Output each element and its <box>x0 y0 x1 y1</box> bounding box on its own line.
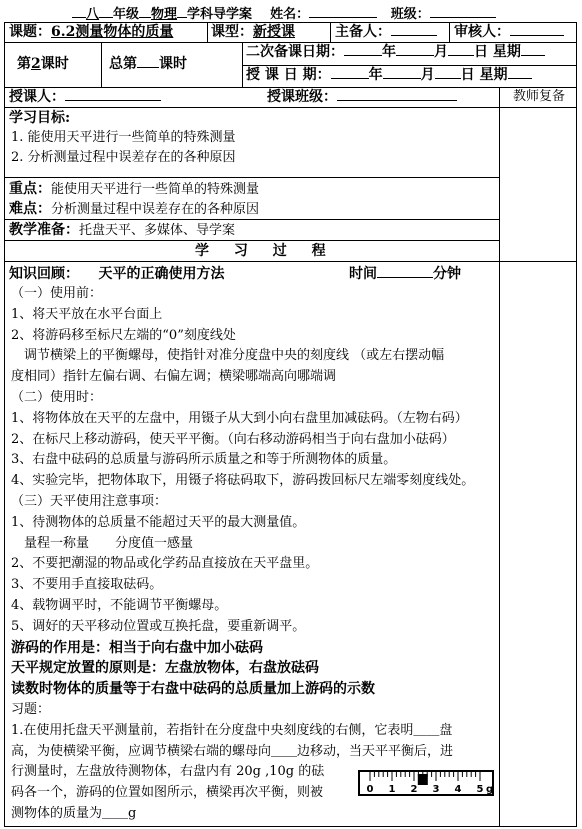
host-cell <box>335 23 437 41</box>
prep-date-label: 二次备课日期： <box>246 44 344 60</box>
total-prefix: 总第 <box>109 56 137 72</box>
prep-weekday: 星期 <box>492 44 521 60</box>
teach-weekday: 星期 <box>479 67 508 83</box>
content-line: 4、实验完毕，把物体取下，用镊子将砝码取下，游码拨回标尺左端零刻度线处。 <box>11 473 475 489</box>
objective-item-1: 1. 能使用天平进行一些简单的特殊测量 <box>11 130 236 145</box>
host-blank[interactable] <box>391 23 437 36</box>
doc-type: 学科导学案 <box>187 7 253 22</box>
exercise-line: 高，为使横梁平衡，应调节横梁右端的螺母向＿＿边移动，当天平平衡后，进 <box>11 743 454 759</box>
reviewer-blank[interactable] <box>510 23 564 36</box>
reviewer-cell <box>454 23 564 41</box>
class-blank[interactable] <box>430 5 496 18</box>
exercise-label: 习题： <box>11 702 51 717</box>
review-header <box>9 265 225 283</box>
exercise-line: 码各一个，游码的位置如图所示，横梁再次平衡，则被 <box>11 785 324 801</box>
summary-line: 游码的作用是：相当于向右盘中加小砝码 <box>11 639 263 656</box>
teach-year: 年 <box>368 67 383 83</box>
objectives-title: 学习目标: <box>9 110 71 126</box>
rider-scale-svg <box>358 769 496 799</box>
lesson-type: 新授课 <box>253 24 295 40</box>
review-title: 知识回顾： <box>9 266 79 282</box>
teacher-review-label: 教师复备 <box>513 89 566 104</box>
process-title: 学 习 过 程 <box>195 243 336 259</box>
class-taught-blank[interactable] <box>337 88 457 101</box>
teach-date-label: 授 课 日 期： <box>246 67 331 83</box>
content-line: 3、右盘中砝码的总质量与游码所示质量之和等于所测物体的质量。 <box>11 452 397 468</box>
teacher-label: 授课人： <box>9 89 65 105</box>
ruler-tick-label: 5 <box>476 784 484 795</box>
difficult-text: 分析测量过程中误差存在的各种原因 <box>51 202 260 217</box>
period-prefix: 第 <box>17 56 31 72</box>
content-line: 1、将天平放在水平台面上 <box>11 306 163 322</box>
prep-year: 年 <box>382 44 396 60</box>
content-line: 量程一称量 分度值一感量 <box>11 535 194 551</box>
ruler-tick-label: 4 <box>454 784 462 795</box>
total-period-cell <box>109 55 187 73</box>
key-label: 重点： <box>9 181 51 197</box>
worksheet-header <box>0 0 582 22</box>
content-line: （三）天平使用注意事项： <box>11 494 168 509</box>
period-num: 2 <box>31 56 41 72</box>
teach-day: 日 <box>460 67 475 83</box>
topic: 6.2测量物体的质量 <box>51 24 174 40</box>
prep-day: 日 <box>474 44 488 60</box>
key-point <box>9 180 259 199</box>
total-suffix: 课时 <box>159 56 187 72</box>
name-blank[interactable] <box>309 5 377 18</box>
ruler-tick-label: 3 <box>432 784 440 795</box>
class-taught-label: 授课班级： <box>267 89 337 105</box>
exercise-line: 1.在使用托盘天平测量前，若指针在分度盘中央刻度线的右侧，它表明＿＿盘 <box>11 722 453 738</box>
lesson-type-cell <box>211 23 295 41</box>
teacher-cell <box>9 88 161 106</box>
worksheet-table <box>4 22 577 827</box>
summary-line: 天平规定放置的原则是：左盘放物体，右盘放砝码 <box>11 660 319 677</box>
teaching-prep <box>9 221 235 240</box>
content-line: 2、不要把潮湿的物品或化学药品直接放在天平盘里。 <box>11 556 319 572</box>
prep-date-row <box>246 43 545 61</box>
ruler-tick-label: 1 <box>388 784 396 795</box>
content-line: 2、将游码移至标尺左端的“0”刻度线处 <box>11 327 236 343</box>
ruler-tick-label: 2 <box>410 784 418 795</box>
class-label: 班级： <box>390 7 430 22</box>
name-label: 姓名： <box>270 7 310 22</box>
objective-item-2: 2. 分析测量过程中误差存在的各种原因 <box>11 150 236 165</box>
topic-cell <box>9 23 173 41</box>
difficult-point <box>9 200 259 219</box>
content-line: 调节横梁上的平衡螺母，使指针对准分度盘中央的刻度线 （或左右摆动幅 <box>11 348 445 364</box>
teach-month: 月 <box>420 67 435 83</box>
rider-marker <box>418 774 428 785</box>
class-taught-cell <box>267 88 457 106</box>
rider-scale-figure <box>358 769 496 803</box>
grade: 八 <box>86 7 100 22</box>
content-line: （一）使用前： <box>11 286 103 301</box>
ruler-tick-label: 0 <box>366 784 374 795</box>
content-line: 5、调好的天平移动位置或互换托盘，要重新调平。 <box>11 618 306 634</box>
exercise-line: 行测量时，左盘放待测物体，右盘内有 20g ,10g 的砝 <box>11 764 325 780</box>
host-label: 主备人： <box>335 24 391 40</box>
prep-text: 托盘天平、多媒体、导学案 <box>79 223 236 238</box>
prep-label: 教学准备： <box>9 222 79 238</box>
content-line: 3、不要用手直接取砝码。 <box>11 577 163 593</box>
content-line: 1、将物体放在天平的左盘中，用镊子从大到小向右盘里加减砝码。（左物右码） <box>11 410 468 426</box>
content-line: 1、待测物体的总质量不能超过天平的最大测量值。 <box>11 514 306 530</box>
prep-month: 月 <box>434 44 448 60</box>
key-text: 能使用天平进行一些简单的特殊测量 <box>51 182 260 197</box>
ruler-unit: g <box>486 784 494 795</box>
time-unit: 分钟 <box>433 266 461 282</box>
content-line: 2、在标尺上移动游码，使天平平衡。（向右移动游码相当于向右盘加小砝码） <box>11 431 455 447</box>
content-line: （二）使用时： <box>11 390 103 405</box>
reviewer-label: 审核人： <box>454 24 510 40</box>
content-line: 4、载物调平时，不能调节平衡螺母。 <box>11 598 228 613</box>
grade-suffix: 年级 <box>113 7 140 22</box>
exercise-line: 测物体的质量为＿＿g <box>11 806 137 821</box>
teacher-blank[interactable] <box>65 88 161 101</box>
total-blank[interactable] <box>137 55 159 68</box>
review-time <box>349 265 461 283</box>
review-topic: 天平的正确使用方法 <box>98 266 225 282</box>
summary-line: 读数时物体的质量等于右盘中砝码的总质量加上游码的示数 <box>11 681 375 698</box>
teach-date-row <box>246 66 532 84</box>
time-label: 时间 <box>349 266 377 282</box>
period-cell <box>17 55 69 73</box>
topic-label: 课题： <box>9 24 51 40</box>
time-blank[interactable] <box>377 265 433 278</box>
lesson-type-label: 课型： <box>211 24 253 40</box>
period-suffix: 课时 <box>40 56 69 72</box>
content-line: 度相同）指针左偏右调、右偏左调；横梁哪端高向哪端调 <box>11 369 337 385</box>
difficult-label: 难点： <box>9 201 51 217</box>
subject: 物理 <box>151 7 178 22</box>
